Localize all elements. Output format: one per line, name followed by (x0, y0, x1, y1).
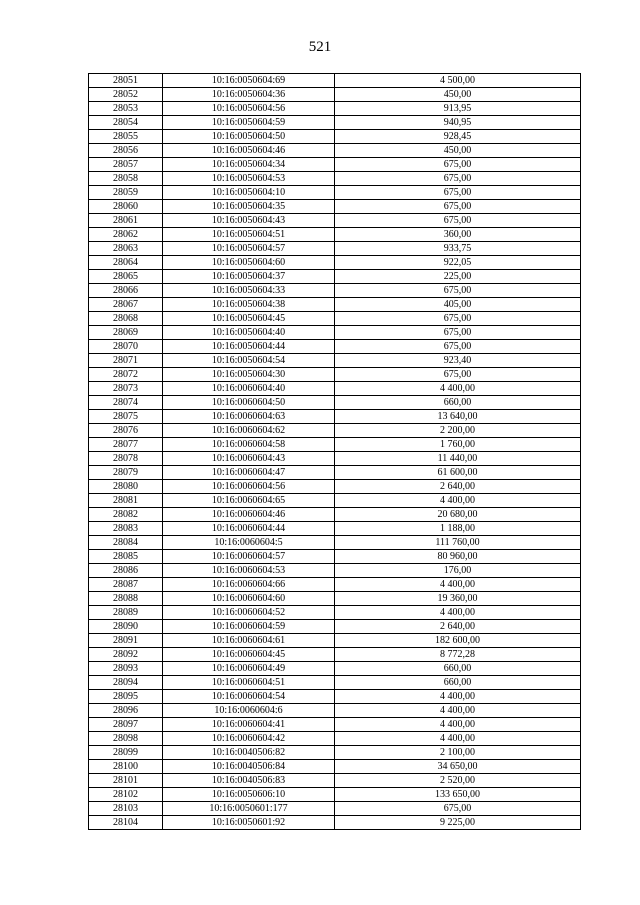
row-number-cell: 28078 (89, 452, 163, 466)
row-number-cell: 28067 (89, 298, 163, 312)
amount-cell: 2 200,00 (335, 424, 581, 438)
row-number-cell: 28070 (89, 340, 163, 354)
cadastral-number-cell: 10:16:0050601:177 (163, 802, 335, 816)
table-row (89, 130, 581, 144)
row-number-cell: 28098 (89, 732, 163, 746)
cadastral-number-cell: 10:16:0060604:44 (163, 522, 335, 536)
table-row (89, 494, 581, 508)
table-row (89, 410, 581, 424)
amount-cell: 933,75 (335, 242, 581, 256)
table-row (89, 676, 581, 690)
row-number-cell: 28088 (89, 592, 163, 606)
amount-cell: 20 680,00 (335, 508, 581, 522)
row-number-cell: 28077 (89, 438, 163, 452)
row-number-cell: 28099 (89, 746, 163, 760)
amount-cell: 4 400,00 (335, 494, 581, 508)
row-number-cell: 28096 (89, 704, 163, 718)
table-row (89, 102, 581, 116)
cadastral-number-cell: 10:16:0050604:46 (163, 144, 335, 158)
table-row (89, 802, 581, 816)
row-number-cell: 28100 (89, 760, 163, 774)
table-row (89, 564, 581, 578)
cadastral-number-cell: 10:16:0060604:56 (163, 480, 335, 494)
amount-cell: 4 500,00 (335, 74, 581, 88)
table-row (89, 578, 581, 592)
amount-cell: 8 772,28 (335, 648, 581, 662)
amount-cell: 111 760,00 (335, 536, 581, 550)
cadastral-number-cell: 10:16:0050604:60 (163, 256, 335, 270)
table-row (89, 760, 581, 774)
amount-cell: 675,00 (335, 340, 581, 354)
amount-cell: 13 640,00 (335, 410, 581, 424)
cadastral-number-cell: 10:16:0040506:83 (163, 774, 335, 788)
table-row (89, 746, 581, 760)
table-row (89, 592, 581, 606)
cadastral-number-cell: 10:16:0060604:43 (163, 452, 335, 466)
table-row (89, 662, 581, 676)
row-number-cell: 28091 (89, 634, 163, 648)
table-row (89, 508, 581, 522)
cadastral-number-cell: 10:16:0060604:47 (163, 466, 335, 480)
table-row (89, 396, 581, 410)
cadastral-number-cell: 10:16:0060604:66 (163, 578, 335, 592)
table-row (89, 256, 581, 270)
cadastral-number-cell: 10:16:0050604:30 (163, 368, 335, 382)
amount-cell: 225,00 (335, 270, 581, 284)
row-number-cell: 28102 (89, 788, 163, 802)
table-row (89, 354, 581, 368)
cadastral-number-cell: 10:16:0060604:61 (163, 634, 335, 648)
amount-cell: 1 188,00 (335, 522, 581, 536)
table-row (89, 200, 581, 214)
amount-cell: 2 640,00 (335, 620, 581, 634)
table-row (89, 74, 581, 88)
amount-cell: 940,95 (335, 116, 581, 130)
table-body (89, 74, 581, 830)
cadastral-number-cell: 10:16:0050604:45 (163, 312, 335, 326)
row-number-cell: 28065 (89, 270, 163, 284)
data-table (88, 73, 581, 830)
row-number-cell: 28057 (89, 158, 163, 172)
cadastral-number-cell: 10:16:0060604:65 (163, 494, 335, 508)
row-number-cell: 28060 (89, 200, 163, 214)
table-row (89, 648, 581, 662)
table-row (89, 788, 581, 802)
table-row (89, 116, 581, 130)
table-row (89, 88, 581, 102)
cadastral-number-cell: 10:16:0050604:38 (163, 298, 335, 312)
row-number-cell: 28075 (89, 410, 163, 424)
page-number: 521 (308, 39, 332, 55)
cadastral-number-cell: 10:16:0060604:40 (163, 382, 335, 396)
table-row (89, 186, 581, 200)
table-row (89, 438, 581, 452)
amount-cell: 9 225,00 (335, 816, 581, 830)
row-number-cell: 28097 (89, 718, 163, 732)
cadastral-number-cell: 10:16:0060604:41 (163, 718, 335, 732)
cadastral-number-cell: 10:16:0050604:51 (163, 228, 335, 242)
amount-cell: 2 100,00 (335, 746, 581, 760)
amount-cell: 675,00 (335, 284, 581, 298)
cadastral-number-cell: 10:16:0060604:5 (163, 536, 335, 550)
row-number-cell: 28072 (89, 368, 163, 382)
amount-cell: 450,00 (335, 88, 581, 102)
row-number-cell: 28059 (89, 186, 163, 200)
amount-cell: 660,00 (335, 662, 581, 676)
table-row (89, 312, 581, 326)
amount-cell: 660,00 (335, 676, 581, 690)
row-number-cell: 28080 (89, 480, 163, 494)
cadastral-number-cell: 10:16:0050604:44 (163, 340, 335, 354)
table-row (89, 326, 581, 340)
amount-cell: 4 400,00 (335, 732, 581, 746)
cadastral-number-cell: 10:16:0050604:37 (163, 270, 335, 284)
table-row (89, 816, 581, 830)
cadastral-number-cell: 10:16:0050604:36 (163, 88, 335, 102)
row-number-cell: 28061 (89, 214, 163, 228)
cadastral-number-cell: 10:16:0050604:57 (163, 242, 335, 256)
cadastral-number-cell: 10:16:0050604:53 (163, 172, 335, 186)
row-number-cell: 28054 (89, 116, 163, 130)
table-row (89, 340, 581, 354)
amount-cell: 675,00 (335, 200, 581, 214)
row-number-cell: 28103 (89, 802, 163, 816)
row-number-cell: 28089 (89, 606, 163, 620)
cadastral-number-cell: 10:16:0050604:40 (163, 326, 335, 340)
amount-cell: 2 520,00 (335, 774, 581, 788)
row-number-cell: 28076 (89, 424, 163, 438)
cadastral-number-cell: 10:16:0060604:45 (163, 648, 335, 662)
amount-cell: 4 400,00 (335, 704, 581, 718)
amount-cell: 675,00 (335, 368, 581, 382)
row-number-cell: 28071 (89, 354, 163, 368)
amount-cell: 675,00 (335, 802, 581, 816)
table-row (89, 732, 581, 746)
table-row (89, 424, 581, 438)
row-number-cell: 28084 (89, 536, 163, 550)
amount-cell: 4 400,00 (335, 606, 581, 620)
cadastral-number-cell: 10:16:0050604:33 (163, 284, 335, 298)
table-row (89, 774, 581, 788)
amount-cell: 176,00 (335, 564, 581, 578)
cadastral-number-cell: 10:16:0050604:50 (163, 130, 335, 144)
cadastral-number-cell: 10:16:0050604:56 (163, 102, 335, 116)
cadastral-number-cell: 10:16:0050604:54 (163, 354, 335, 368)
row-number-cell: 28074 (89, 396, 163, 410)
amount-cell: 1 760,00 (335, 438, 581, 452)
cadastral-number-cell: 10:16:0060604:46 (163, 508, 335, 522)
amount-cell: 11 440,00 (335, 452, 581, 466)
cadastral-number-cell: 10:16:0050604:10 (163, 186, 335, 200)
table-row (89, 536, 581, 550)
row-number-cell: 28101 (89, 774, 163, 788)
row-number-cell: 28051 (89, 74, 163, 88)
row-number-cell: 28079 (89, 466, 163, 480)
table-row (89, 606, 581, 620)
row-number-cell: 28094 (89, 676, 163, 690)
table-row (89, 158, 581, 172)
row-number-cell: 28055 (89, 130, 163, 144)
row-number-cell: 28053 (89, 102, 163, 116)
table-row (89, 452, 581, 466)
row-number-cell: 28056 (89, 144, 163, 158)
cadastral-number-cell: 10:16:0060604:42 (163, 732, 335, 746)
cadastral-number-cell: 10:16:0060604:50 (163, 396, 335, 410)
table-row (89, 620, 581, 634)
row-number-cell: 28063 (89, 242, 163, 256)
amount-cell: 19 360,00 (335, 592, 581, 606)
amount-cell: 660,00 (335, 396, 581, 410)
amount-cell: 675,00 (335, 158, 581, 172)
amount-cell: 922,05 (335, 256, 581, 270)
cadastral-number-cell: 10:16:0050606:10 (163, 788, 335, 802)
row-number-cell: 28069 (89, 326, 163, 340)
cadastral-number-cell: 10:16:0050601:92 (163, 816, 335, 830)
cadastral-number-cell: 10:16:0050604:59 (163, 116, 335, 130)
row-number-cell: 28104 (89, 816, 163, 830)
table-row (89, 690, 581, 704)
amount-cell: 928,45 (335, 130, 581, 144)
cadastral-number-cell: 10:16:0040506:84 (163, 760, 335, 774)
amount-cell: 34 650,00 (335, 760, 581, 774)
cadastral-number-cell: 10:16:0060604:60 (163, 592, 335, 606)
amount-cell: 675,00 (335, 214, 581, 228)
amount-cell: 61 600,00 (335, 466, 581, 480)
cadastral-number-cell: 10:16:0060604:52 (163, 606, 335, 620)
amount-cell: 2 640,00 (335, 480, 581, 494)
amount-cell: 675,00 (335, 312, 581, 326)
row-number-cell: 28085 (89, 550, 163, 564)
row-number-cell: 28092 (89, 648, 163, 662)
cadastral-number-cell: 10:16:0050604:35 (163, 200, 335, 214)
table-row (89, 144, 581, 158)
row-number-cell: 28095 (89, 690, 163, 704)
cadastral-number-cell: 10:16:0040506:82 (163, 746, 335, 760)
cadastral-number-cell: 10:16:0060604:53 (163, 564, 335, 578)
amount-cell: 450,00 (335, 144, 581, 158)
table-row (89, 382, 581, 396)
table-row (89, 228, 581, 242)
amount-cell: 182 600,00 (335, 634, 581, 648)
cadastral-number-cell: 10:16:0060604:57 (163, 550, 335, 564)
table-row (89, 550, 581, 564)
cadastral-number-cell: 10:16:0060604:6 (163, 704, 335, 718)
amount-cell: 675,00 (335, 326, 581, 340)
amount-cell: 4 400,00 (335, 578, 581, 592)
cadastral-number-cell: 10:16:0060604:58 (163, 438, 335, 452)
row-number-cell: 28068 (89, 312, 163, 326)
table-row (89, 466, 581, 480)
table-row (89, 634, 581, 648)
amount-cell: 4 400,00 (335, 718, 581, 732)
table-row (89, 704, 581, 718)
cadastral-number-cell: 10:16:0060604:62 (163, 424, 335, 438)
amount-cell: 80 960,00 (335, 550, 581, 564)
row-number-cell: 28058 (89, 172, 163, 186)
table-row (89, 284, 581, 298)
row-number-cell: 28082 (89, 508, 163, 522)
row-number-cell: 28062 (89, 228, 163, 242)
table-row (89, 480, 581, 494)
row-number-cell: 28083 (89, 522, 163, 536)
cadastral-number-cell: 10:16:0060604:51 (163, 676, 335, 690)
cadastral-number-cell: 10:16:0050604:43 (163, 214, 335, 228)
row-number-cell: 28052 (89, 88, 163, 102)
table-row (89, 522, 581, 536)
cadastral-number-cell: 10:16:0060604:54 (163, 690, 335, 704)
table-row (89, 718, 581, 732)
row-number-cell: 28093 (89, 662, 163, 676)
table-row (89, 172, 581, 186)
row-number-cell: 28064 (89, 256, 163, 270)
cadastral-number-cell: 10:16:0050604:34 (163, 158, 335, 172)
cadastral-number-cell: 10:16:0050604:69 (163, 74, 335, 88)
amount-cell: 4 400,00 (335, 382, 581, 396)
table-row (89, 270, 581, 284)
row-number-cell: 28087 (89, 578, 163, 592)
row-number-cell: 28066 (89, 284, 163, 298)
amount-cell: 923,40 (335, 354, 581, 368)
row-number-cell: 28086 (89, 564, 163, 578)
row-number-cell: 28073 (89, 382, 163, 396)
cadastral-number-cell: 10:16:0060604:63 (163, 410, 335, 424)
cadastral-number-cell: 10:16:0060604:59 (163, 620, 335, 634)
amount-cell: 913,95 (335, 102, 581, 116)
row-number-cell: 28090 (89, 620, 163, 634)
amount-cell: 675,00 (335, 186, 581, 200)
amount-cell: 675,00 (335, 172, 581, 186)
table-row (89, 298, 581, 312)
amount-cell: 405,00 (335, 298, 581, 312)
amount-cell: 133 650,00 (335, 788, 581, 802)
amount-cell: 360,00 (335, 228, 581, 242)
amount-cell: 4 400,00 (335, 690, 581, 704)
table-row (89, 214, 581, 228)
row-number-cell: 28081 (89, 494, 163, 508)
table-row (89, 368, 581, 382)
cadastral-number-cell: 10:16:0060604:49 (163, 662, 335, 676)
table-row (89, 242, 581, 256)
